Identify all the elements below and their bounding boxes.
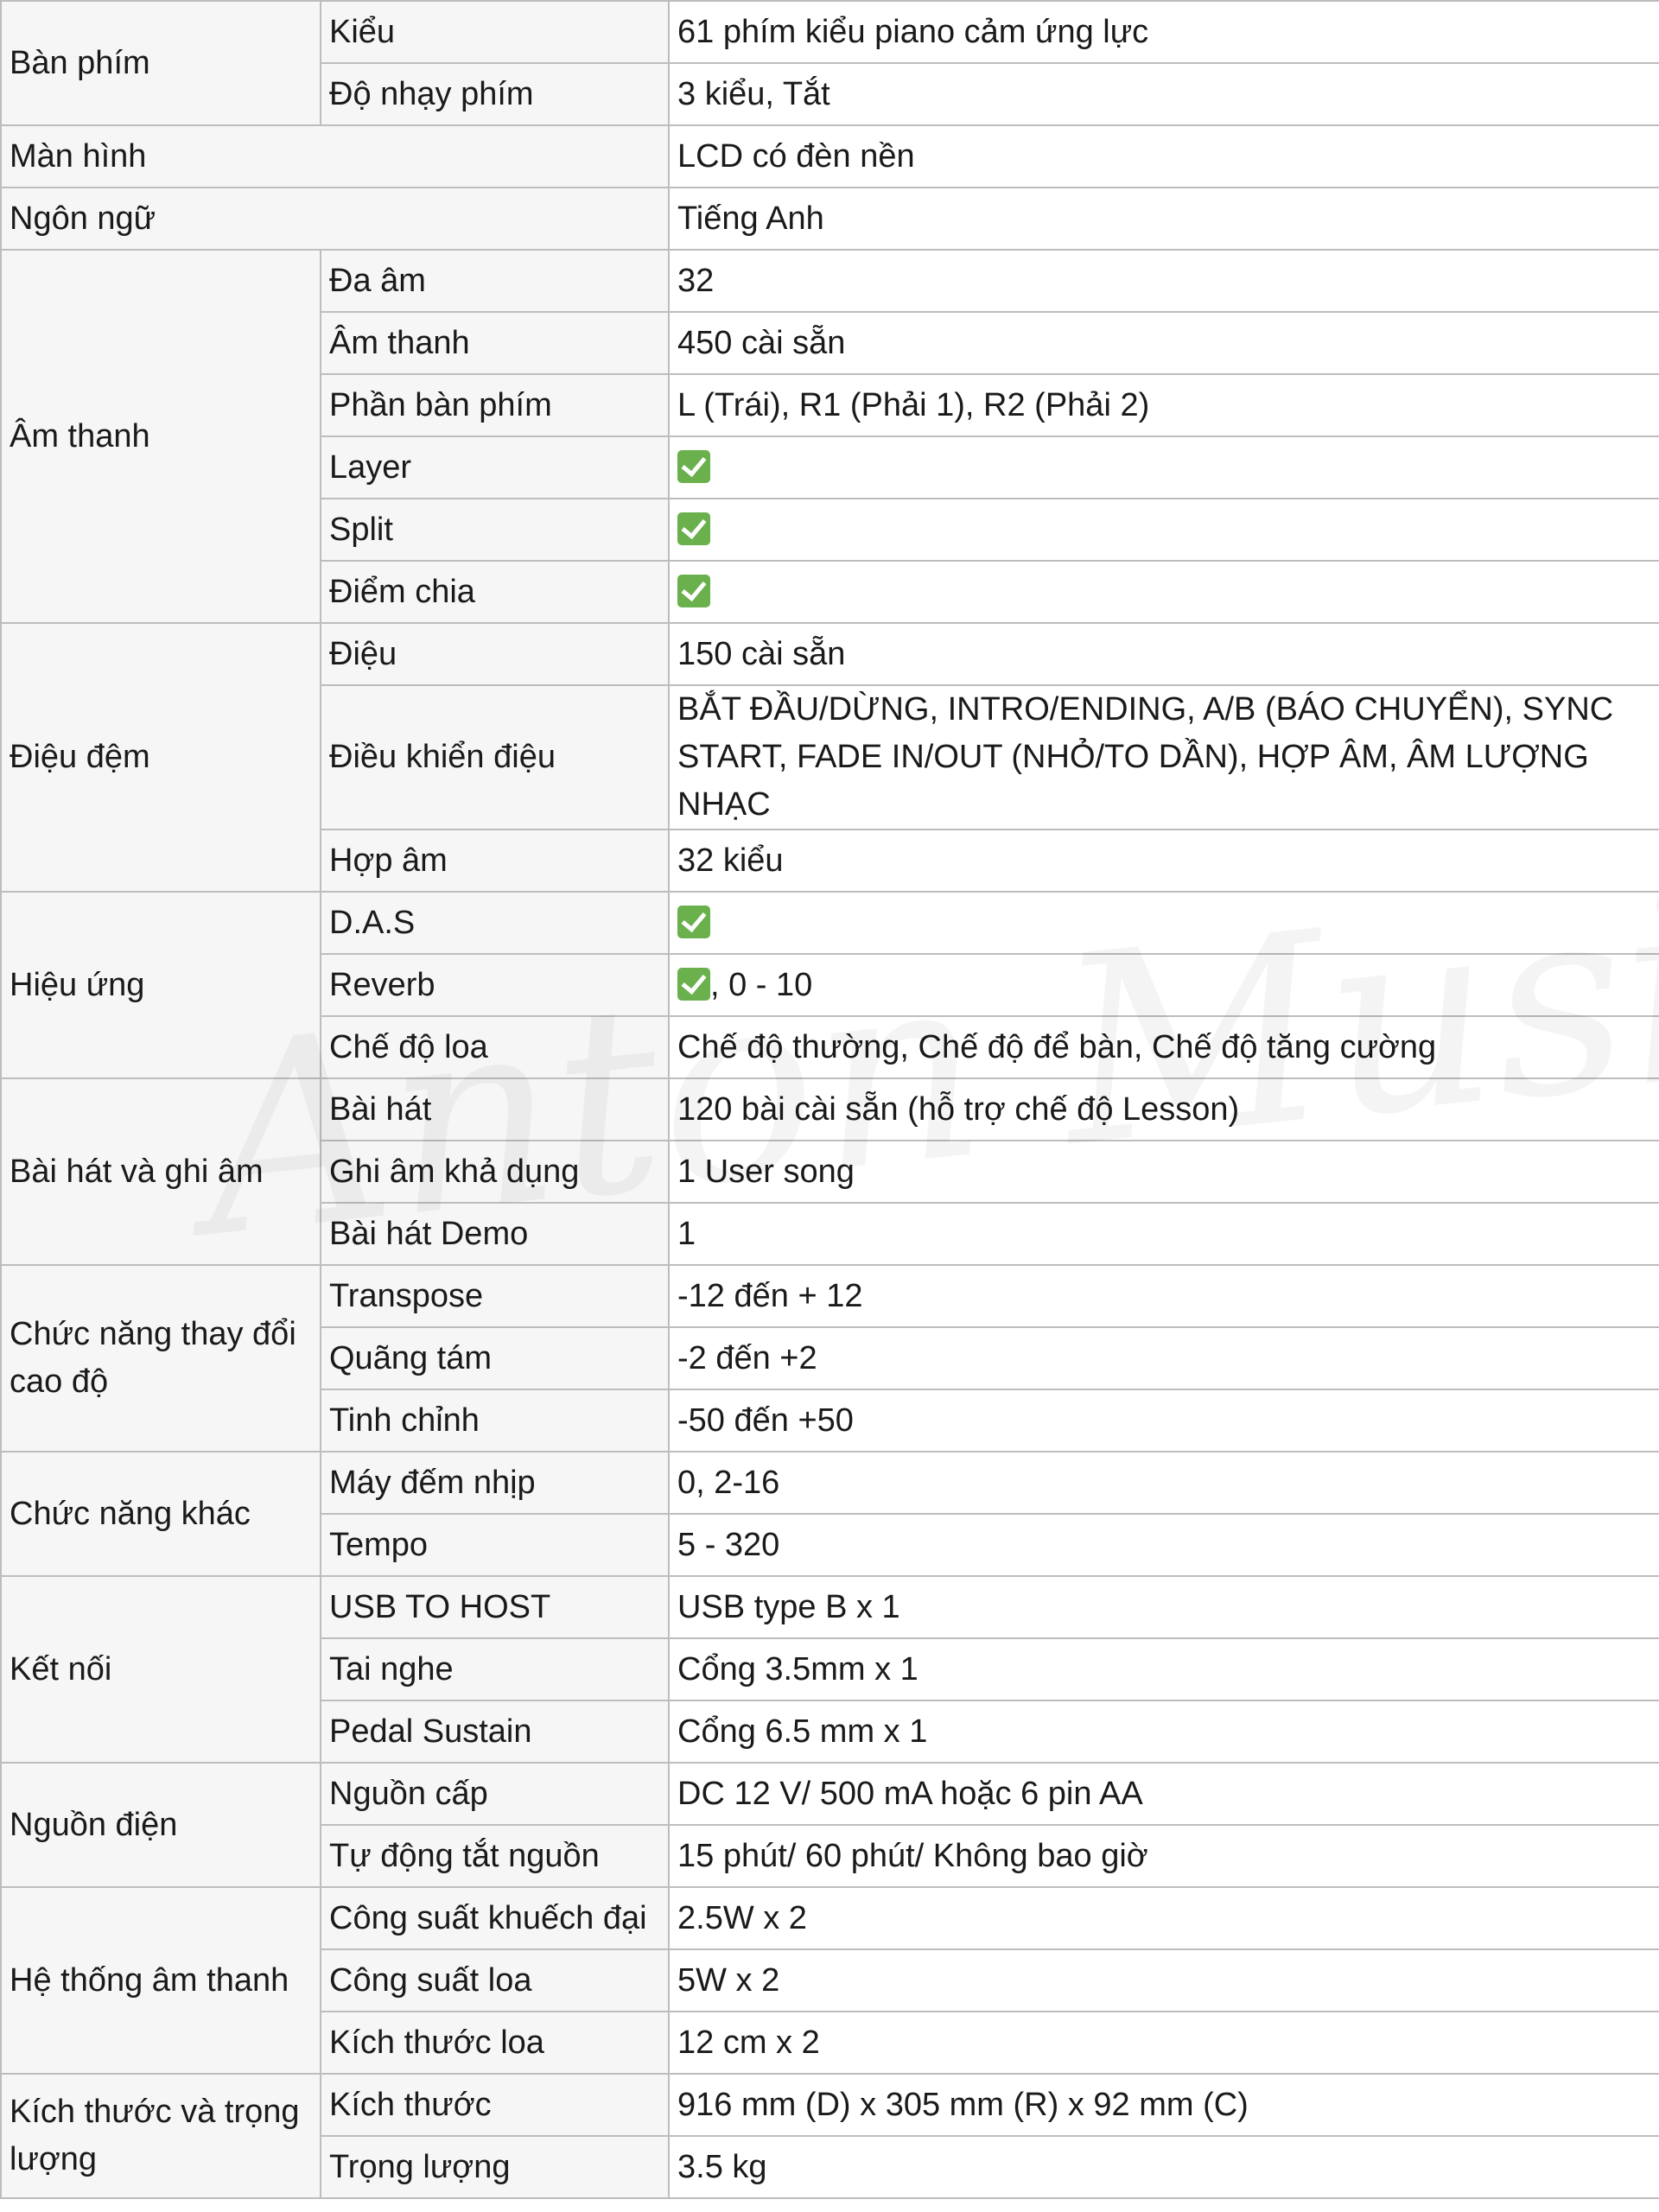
group-accompaniment: Điệu đệm bbox=[1, 623, 321, 892]
spec-value: 0, 2-16 bbox=[669, 1452, 1659, 1514]
spec-label: Trọng lượng bbox=[321, 2136, 669, 2198]
spec-value: 1 User song bbox=[669, 1141, 1659, 1203]
spec-label: D.A.S bbox=[321, 892, 669, 954]
check-icon bbox=[677, 512, 710, 545]
spec-value: 32 kiểu bbox=[669, 830, 1659, 892]
spec-value: -12 đến + 12 bbox=[669, 1265, 1659, 1327]
group-power: Nguồn điện bbox=[1, 1763, 321, 1887]
spec-value bbox=[669, 436, 1659, 499]
group-keyboard: Bàn phím bbox=[1, 1, 321, 125]
spec-label: Kích thước bbox=[321, 2074, 669, 2136]
spec-value bbox=[669, 892, 1659, 954]
spec-label: Máy đếm nhịp bbox=[321, 1452, 669, 1514]
table-row bbox=[1, 1763, 1659, 1825]
group-sound: Âm thanh bbox=[1, 250, 321, 623]
group-songs: Bài hát và ghi âm bbox=[1, 1078, 321, 1265]
spec-label: Hợp âm bbox=[321, 830, 669, 892]
spec-label: USB TO HOST bbox=[321, 1576, 669, 1638]
group-language: Ngôn ngữ bbox=[1, 188, 669, 250]
group-audio-system: Hệ thống âm thanh bbox=[1, 1887, 321, 2074]
spec-value: 3.5 kg bbox=[669, 2136, 1659, 2198]
spec-value: DC 12 V/ 500 mA hoặc 6 pin AA bbox=[669, 1763, 1659, 1825]
reverb-range: , 0 - 10 bbox=[710, 966, 813, 1003]
spec-value bbox=[669, 561, 1659, 623]
spec-value: Tiếng Anh bbox=[669, 188, 1659, 250]
spec-value: 3 kiểu, Tắt bbox=[669, 63, 1659, 125]
group-other: Chức năng khác bbox=[1, 1452, 321, 1576]
spec-value: 15 phút/ 60 phút/ Không bao giờ bbox=[669, 1825, 1659, 1887]
spec-label: Tinh chỉnh bbox=[321, 1389, 669, 1452]
table-row bbox=[1, 125, 1659, 188]
table-row bbox=[1, 1576, 1659, 1638]
spec-value: -2 đến +2 bbox=[669, 1327, 1659, 1389]
spec-value: 1 bbox=[669, 1203, 1659, 1265]
spec-label: Chế độ loa bbox=[321, 1016, 669, 1078]
spec-label: Đa âm bbox=[321, 250, 669, 312]
spec-value: USB type B x 1 bbox=[669, 1576, 1659, 1638]
check-icon bbox=[677, 968, 710, 1001]
spec-value: 450 cài sẵn bbox=[669, 312, 1659, 374]
group-display: Màn hình bbox=[1, 125, 669, 188]
check-icon bbox=[677, 906, 710, 938]
spec-value: 5W x 2 bbox=[669, 1949, 1659, 2012]
spec-value: 150 cài sẵn bbox=[669, 623, 1659, 685]
spec-label: Điểm chia bbox=[321, 561, 669, 623]
table-row bbox=[1, 250, 1659, 312]
spec-label: Kích thước loa bbox=[321, 2012, 669, 2074]
spec-label: Độ nhạy phím bbox=[321, 63, 669, 125]
group-pitch: Chức năng thay đổi cao độ bbox=[1, 1265, 321, 1452]
spec-label: Tự động tắt nguồn bbox=[321, 1825, 669, 1887]
spec-value: Chế độ thường, Chế độ để bàn, Chế độ tăng cường bbox=[669, 1016, 1659, 1078]
group-effects: Hiệu ứng bbox=[1, 892, 321, 1078]
table-row bbox=[1, 1078, 1659, 1141]
spec-label: Transpose bbox=[321, 1265, 669, 1327]
spec-label: Quãng tám bbox=[321, 1327, 669, 1389]
spec-value: 120 bài cài sẵn (hỗ trợ chế độ Lesson) bbox=[669, 1078, 1659, 1141]
spec-label: Reverb bbox=[321, 954, 669, 1016]
spec-label: Bài hát bbox=[321, 1078, 669, 1141]
spec-label: Điệu bbox=[321, 623, 669, 685]
table-row bbox=[1, 1265, 1659, 1327]
group-dimensions: Kích thước và trọng lượng bbox=[1, 2074, 321, 2198]
table-row bbox=[1, 1, 1659, 63]
spec-value: Cổng 6.5 mm x 1 bbox=[669, 1700, 1659, 1763]
spec-label: Phần bàn phím bbox=[321, 374, 669, 436]
spec-value: Cổng 3.5mm x 1 bbox=[669, 1638, 1659, 1700]
spec-value: 12 cm x 2 bbox=[669, 2012, 1659, 2074]
spec-label: Nguồn cấp bbox=[321, 1763, 669, 1825]
spec-label: Tai nghe bbox=[321, 1638, 669, 1700]
table-row bbox=[1, 1887, 1659, 1949]
spec-value: BẮT ĐẦU/DỪNG, INTRO/ENDING, A/B (BÁO CHUYỂN), SYNC START, FADE IN/OUT (NHỎ/TO DẦN), HỢP ÂM, ÂM LƯỢNG NHẠC bbox=[669, 685, 1659, 830]
spec-value: LCD có đèn nền bbox=[669, 125, 1659, 188]
spec-value: 2.5W x 2 bbox=[669, 1887, 1659, 1949]
spec-value: 61 phím kiểu piano cảm ứng lực bbox=[669, 1, 1659, 63]
spec-label: Ghi âm khả dụng bbox=[321, 1141, 669, 1203]
spec-value: 5 - 320 bbox=[669, 1514, 1659, 1576]
spec-value: 916 mm (D) x 305 mm (R) x 92 mm (C) bbox=[669, 2074, 1659, 2136]
spec-value: L (Trái), R1 (Phải 1), R2 (Phải 2) bbox=[669, 374, 1659, 436]
spec-value bbox=[669, 954, 1659, 1016]
table-row bbox=[1, 892, 1659, 954]
spec-label: Bài hát Demo bbox=[321, 1203, 669, 1265]
spec-label: Công suất khuếch đại bbox=[321, 1887, 669, 1949]
spec-label: Split bbox=[321, 499, 669, 561]
table-row bbox=[1, 188, 1659, 250]
spec-label: Công suất loa bbox=[321, 1949, 669, 2012]
spec-label: Điều khiển điệu bbox=[321, 685, 669, 830]
table-row bbox=[1, 1452, 1659, 1514]
spec-value: 32 bbox=[669, 250, 1659, 312]
spec-label: Tempo bbox=[321, 1514, 669, 1576]
spec-label: Âm thanh bbox=[321, 312, 669, 374]
spec-label: Layer bbox=[321, 436, 669, 499]
spec-label: Pedal Sustain bbox=[321, 1700, 669, 1763]
spec-value bbox=[669, 499, 1659, 561]
check-icon bbox=[677, 575, 710, 607]
spec-value: -50 đến +50 bbox=[669, 1389, 1659, 1452]
table-row bbox=[1, 2074, 1659, 2136]
group-connectivity: Kết nối bbox=[1, 1576, 321, 1763]
spec-label: Kiểu bbox=[321, 1, 669, 63]
check-icon bbox=[677, 450, 710, 483]
table-row bbox=[1, 623, 1659, 685]
